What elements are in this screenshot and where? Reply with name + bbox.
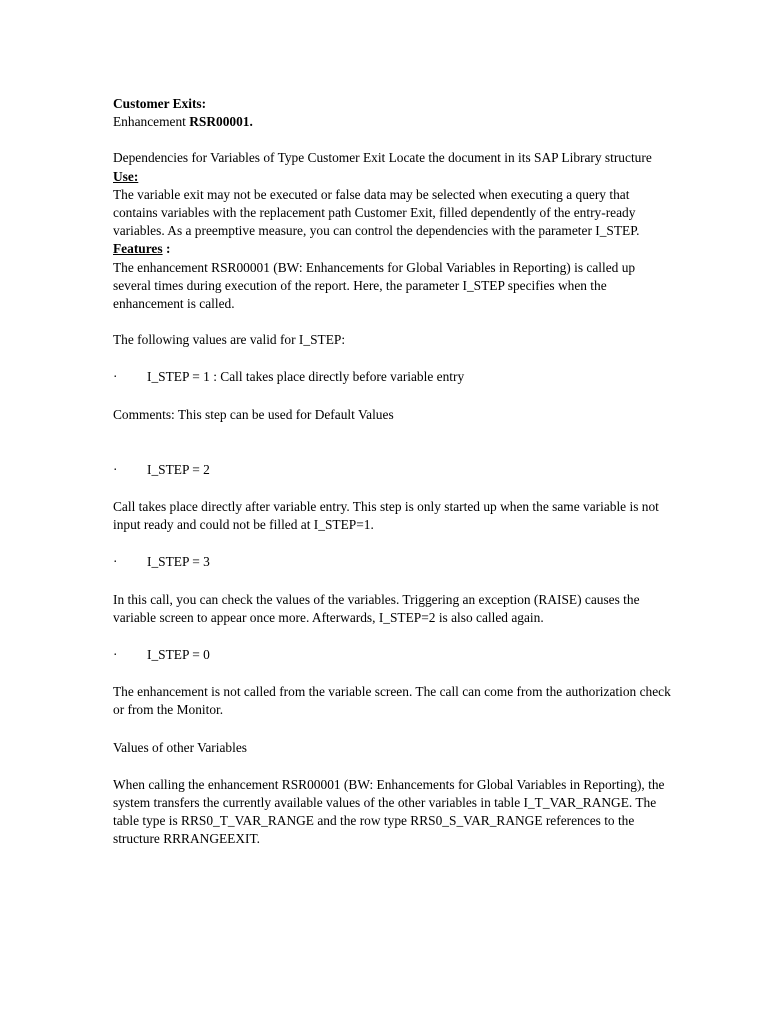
valid-values-intro: The following values are valid for I_STEP: (113, 332, 346, 348)
features-label: Features (113, 241, 163, 257)
dependencies-title: Dependencies for Variables of Type Customer Exit Locate the document in its SAP Library structure (113, 150, 652, 166)
step-2-item (113, 461, 673, 479)
step-3-item (113, 553, 673, 571)
enhancement-line (113, 113, 673, 131)
step-1-label: I_STEP = 1 : Call takes place directly before variable entry (147, 369, 465, 385)
bullet-icon: · (113, 647, 118, 663)
features-line (113, 240, 673, 258)
features-suffix: : (162, 241, 171, 257)
bullet-icon: · (113, 461, 118, 477)
enhancement-name: RSR00001. (189, 114, 253, 130)
step-2-label: I_STEP = 2 (147, 461, 210, 477)
step-0-label: I_STEP = 0 (147, 647, 210, 663)
step-0-item (113, 646, 673, 664)
features-text: The enhancement RSR00001 (BW: Enhancements for Global Variables in Reporting) is called up several times during execution of the report. Here, the parameter I_STEP specifies when the enhancement is called. (113, 259, 636, 312)
use-label: Use: (113, 168, 139, 184)
enhancement-prefix: Enhancement (113, 114, 190, 130)
step-3-label: I_STEP = 3 (147, 554, 210, 570)
use-text: The variable exit may not be executed or false data may be selected when executing a query that contains variables with the replacement path Customer Exit, filled dependently of the entry-ready variables. As a preemptive measure, you can control the dependencies with the parameter I_STEP. (113, 186, 640, 239)
bullet-icon: · (113, 554, 118, 570)
step-3-desc: In this call, you can check the values of the variables. Triggering an exception (RAISE) causes the variable screen to appear once more. Afterwards, I_STEP=2 is also called again. (113, 591, 640, 625)
document-page (113, 95, 673, 849)
bullet-icon: · (113, 369, 118, 385)
step-2-desc: Call takes place directly after variable entry. This step is only started up when the same variable is not input ready and could not be filled at I_STEP=1. (113, 499, 659, 533)
other-vars-text: When calling the enhancement RSR00001 (BW: Enhancements for Global Variables in Reporting), the system transfers the currently available values of the other variables in table I_T_VAR_RANGE. The table type is RRS0_T_VAR_RANGE and the row type RRS0_S_VAR_RANGE references to the structure RRRANGEEXIT. (113, 776, 665, 847)
step-1-item (113, 368, 673, 386)
step-0-desc: The enhancement is not called from the variable screen. The call can come from the authorization check or from the Monitor. (113, 684, 671, 718)
step-1-desc: Comments: This step can be used for Default Values (113, 406, 394, 422)
other-vars-title: Values of other Variables (113, 739, 247, 755)
page-heading: Customer Exits: (113, 96, 207, 111)
